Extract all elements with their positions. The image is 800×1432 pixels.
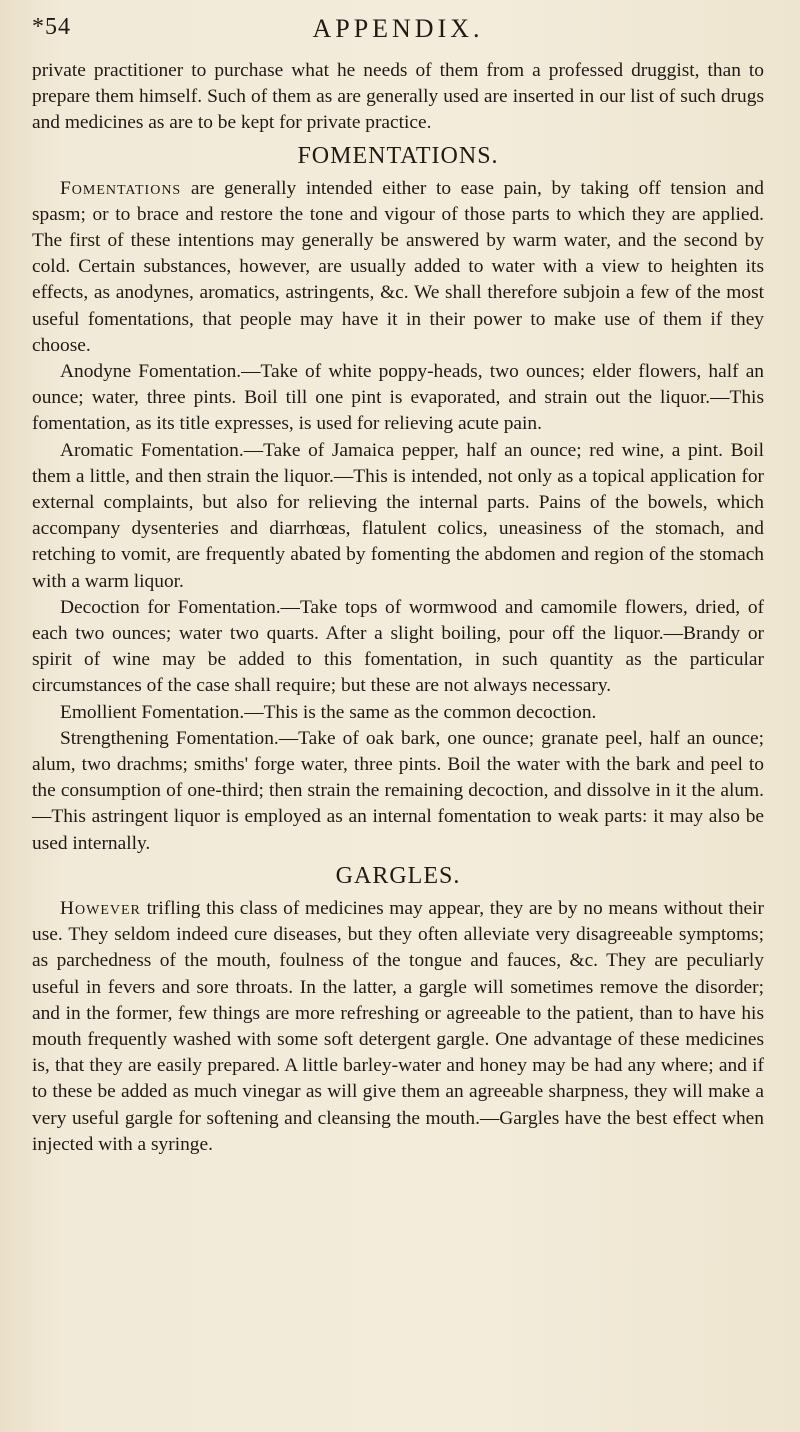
intro-paragraph: private practitioner to purchase what he needs of them from a professed druggist, than to prepare them himself. Such of them as are generally used are inserted in our list of such drugs and medicines as are to be kept for private practice. (32, 60, 764, 134)
gargles-paragraph (32, 896, 764, 1158)
section-title-fomentations: FOMENTATIONS. (297, 142, 499, 169)
page-number: *54 (32, 14, 71, 40)
fomentations-lead-word: Fomentations (60, 177, 182, 199)
running-head (32, 12, 764, 52)
fomentations-intro-paragraph (32, 176, 764, 359)
recipe-emollient: Emollient Fomentation.—This is the same as the common decoction. (60, 701, 597, 723)
recipe-anodyne: Anodyne Fomentation.—Take of white poppy-heads, two ounces; elder flowers, half an ounce; water, three pints. Boil till one pint is evaporated, and strain out the liquor.—This fomentation, as its title expresses, is used for relieving acute pain. (32, 361, 764, 435)
gargles-text: trifling this class of medicines may appear, they are by no means without their use. They seldom indeed cure diseases, but they often alleviate very disagreeable symptoms; as parchedness of the mouth, foulness of the tongue and fauces, &c. They are peculiarly useful in fevers and sore throats. In the latter, a gargle will sometimes remove the disorder; and in the former, few things are more refreshing or agreeable to the patient, than to have his mouth frequently washed with some soft detergent gargle. One advantage of these medicines is, that they are easily prepared. A little barley-water and honey may be had any where; and if to these be added as much vinegar as will give them an agreeable sharpness, they will make a very useful gargle for softening and cleansing the mouth.—Gargles have the best effect when injected with a syringe. (32, 897, 764, 1155)
section-title-gargles: GARGLES. (335, 862, 461, 889)
recipe-strengthening: Strengthening Fomentation.—Take of oak bark, one ounce; granate peel, half an ounce; alum, two drachms; smiths' forge water, three pints. Boil the water with the bark and peel to the consumption of one-third; then strain the remaining decoction, and dissolve in it the alum. —This astringent liquor is employed as an internal fomentation to weak parts: it may also be used internally. (32, 727, 764, 854)
recipe-decoction: Decoction for Fomentation.—Take tops of wormwood and camomile flowers, dried, of each two ounces; water two quarts. After a slight boiling, pour off the liquor.—Brandy or spirit of wine may be added to this fomentation, in such quantity as the particular circumstances of the case shall require; but these are not always necessary. (32, 596, 764, 697)
running-title: APPENDIX. (312, 14, 484, 43)
gargles-lead-word: However (60, 897, 141, 919)
fomentations-intro-text: are generally intended either to ease pain, by taking off tension and spasm; or to brace and restore the tone and vigour of those parts to which they are applied. The first of these intentions may generally be answered by warm water, and the second by cold. Certain substances, however, are usually added to water with a view to heighten its effects, as anodynes, aromatics, astringents, &c. We shall therefore subjoin a few of the most useful fomentations, that people may have it in their power to make use of them if they choose. (32, 177, 764, 356)
recipe-aromatic: Aromatic Fomentation.—Take of Jamaica pepper, half an ounce; red wine, a pint. Boil them a little, and then strain the liquor.—This is intended, not only as a topical application for external complaints, but also for relieving the internal parts. Pains of the bowels, which accompany dysenteries and diarrhœas, flatulent colics, uneasiness of the stomach, and retching to vomit, are frequently abated by fomenting the abdomen and region of the stomach with a warm liquor. (32, 439, 764, 592)
